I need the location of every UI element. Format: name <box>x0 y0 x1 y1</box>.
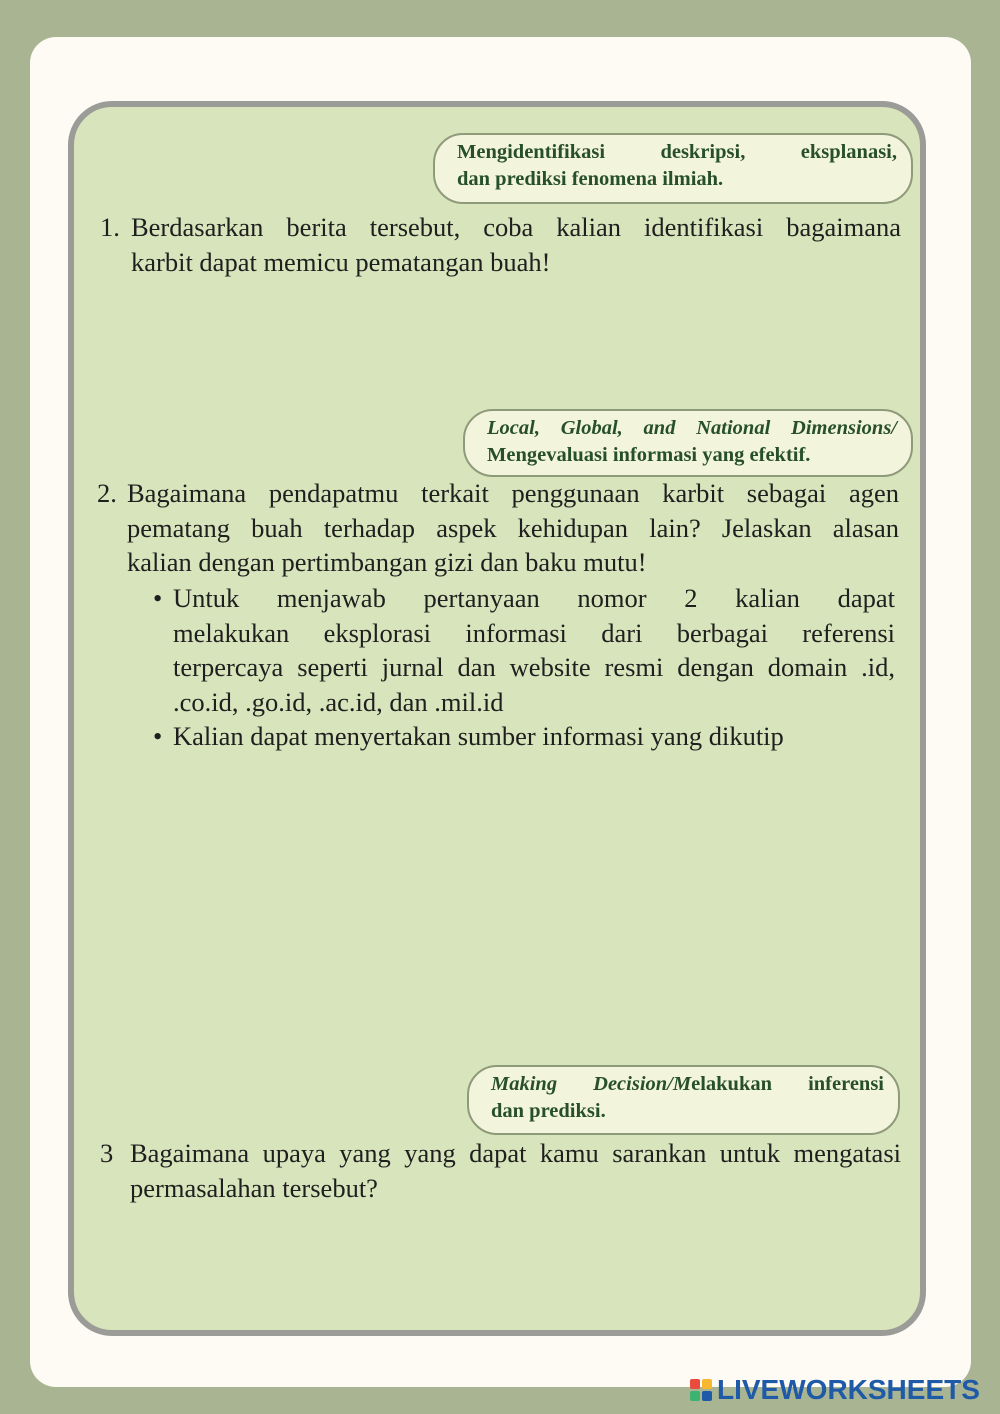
question-1-line2: karbit dapat memicu pematangan buah! <box>131 246 551 277</box>
question-1-line1: Berdasarkan berita tersebut, coba kalian identifikasi bagaimana <box>131 212 901 242</box>
objective-tag-1-line2: dan prediksi fenomena ilmiah. <box>457 168 724 190</box>
bullet-dot-icon: • <box>153 721 163 751</box>
logo-square-v <box>690 1391 700 1401</box>
question-1 <box>100 210 901 279</box>
objective-tag-1 <box>433 133 913 204</box>
objective-tag-3 <box>467 1065 900 1135</box>
question-2-line3: kalian dengan pertimbangan gizi dan baku mutu! <box>127 547 647 577</box>
hint-bullet-1 <box>153 581 895 719</box>
hint-bullet-1-line4: .co.id, .go.id, .ac.id, dan .mil.id <box>173 686 504 717</box>
hint-bullet-1-line1: Untuk menjawab pertanyaan nomor 2 kalian dapat <box>173 583 895 613</box>
objective-tag-2 <box>463 409 913 477</box>
objective-tag-2-line2: Mengevaluasi informasi yang efektif. <box>487 444 811 466</box>
objective-tag-2-italic: Local, Global, and National Dimensions/ <box>487 417 897 439</box>
objective-tag-1-line1: Mengidentifikasi deskripsi, eksplanasi, <box>457 141 897 163</box>
objective-tag-3-italic: Making Decision/M <box>491 1073 692 1095</box>
objective-tag-2-line1 <box>487 415 897 442</box>
question-3 <box>100 1136 901 1205</box>
objective-tag-3-line1 <box>491 1071 884 1098</box>
hint-bullet-2 <box>153 719 895 754</box>
question-3-line1: Bagaimana upaya yang yang dapat kamu sarankan untuk mengatasi <box>130 1138 901 1168</box>
question-2-number: 2. <box>97 478 117 508</box>
hint-bullet-1-line2: melakukan eksplorasi informasi dari berbagai referensi <box>173 617 895 648</box>
question-3-number: 3 <box>100 1138 114 1168</box>
objective-tag-3-line2: dan prediksi. <box>491 1100 606 1122</box>
question-1-number: 1. <box>100 212 120 242</box>
liveworksheets-icon <box>690 1379 712 1401</box>
liveworksheets-logo <box>690 1374 980 1406</box>
logo-square-l <box>690 1379 700 1389</box>
question-2-line2: pematang buah terhadap aspek kehidupan lain? Jelaskan alasan <box>127 512 899 543</box>
question-2-line1: Bagaimana pendapatmu terkait penggunaan karbit sebagai agen <box>127 478 899 508</box>
hint-bullet-2-line1: Kalian dapat menyertakan sumber informasi yang dikutip <box>173 721 784 751</box>
question-3-line2: permasalahan tersebut? <box>130 1172 378 1203</box>
hint-bullet-1-line3: terpercaya seperti jurnal dan website resmi dengan domain .id, <box>173 652 895 682</box>
question-2 <box>97 476 899 580</box>
liveworksheets-wordmark: LIVEWORKSHEETS <box>717 1374 980 1405</box>
logo-square-e <box>702 1391 712 1401</box>
logo-square-i <box>702 1379 712 1389</box>
objective-tag-3-rest: elakukan inferensi <box>691 1073 884 1095</box>
bullet-dot-icon: • <box>153 583 163 613</box>
